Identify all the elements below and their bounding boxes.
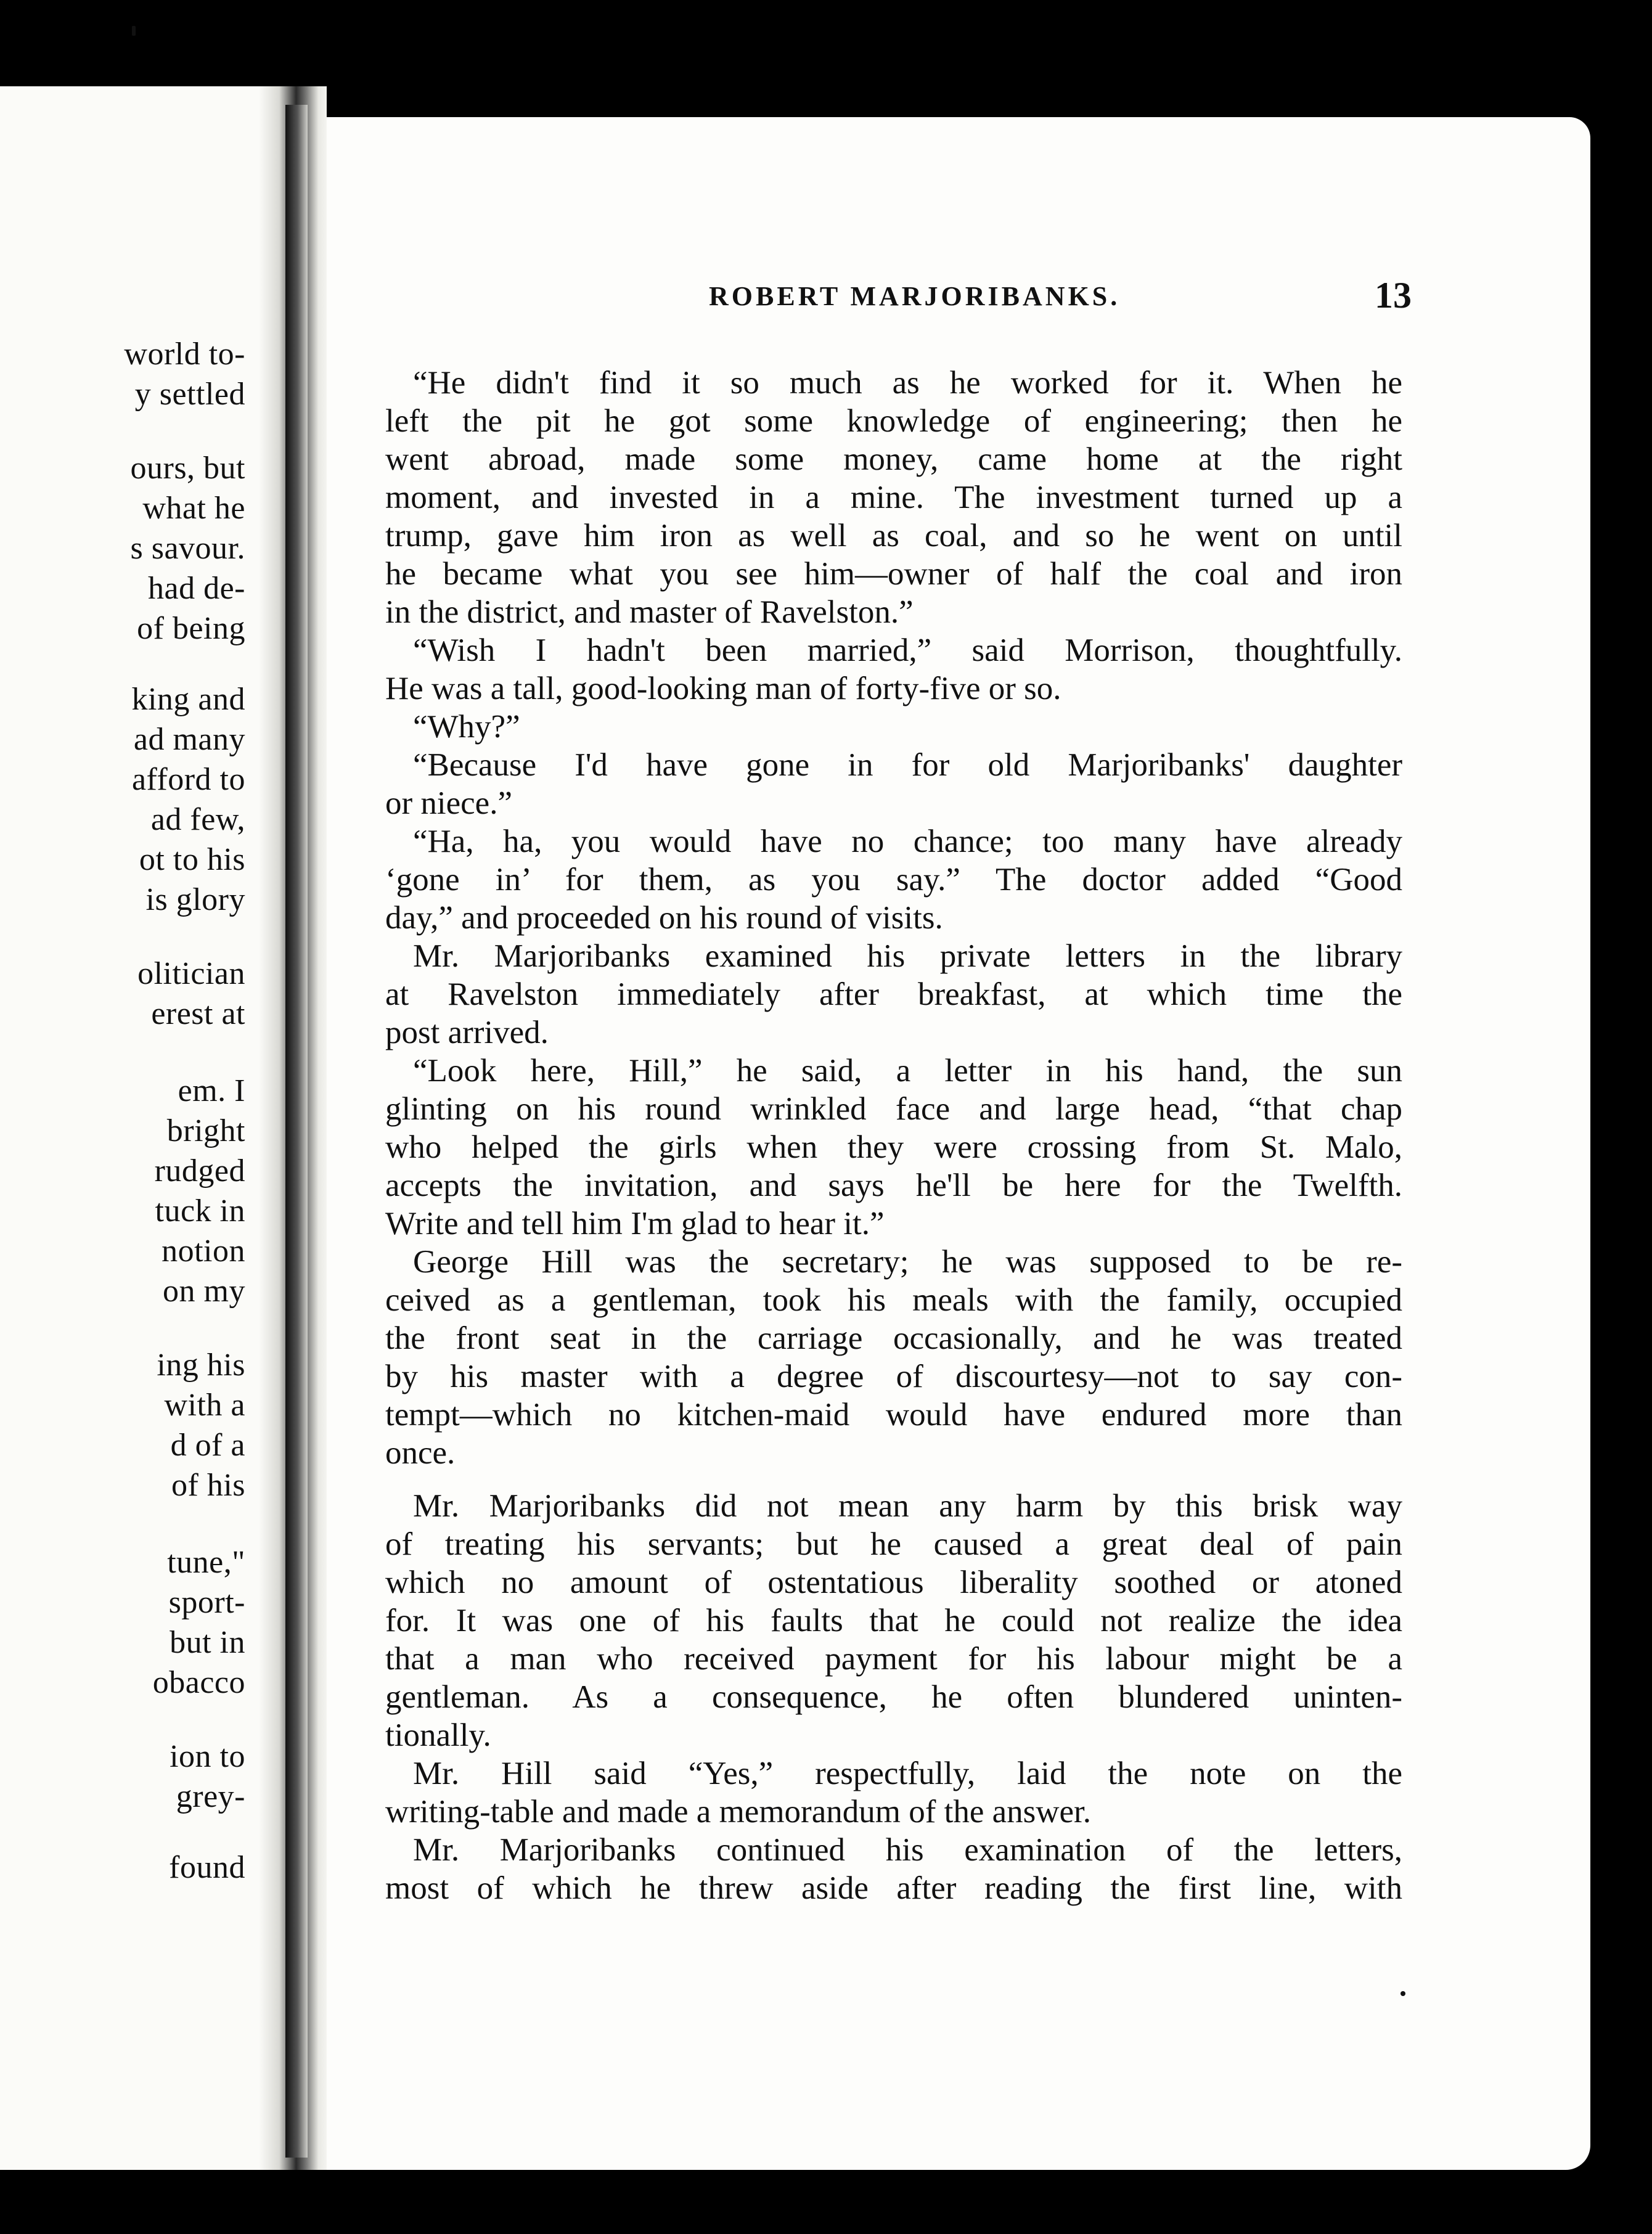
text-line: post arrived. [385, 1015, 549, 1050]
left-fragment-line: ion to [170, 1739, 245, 1774]
left-fragment-line: ing his [157, 1348, 245, 1383]
left-fragment-line: afford to [131, 762, 245, 797]
text-line: left the pit he got some knowledge of engineering; then he [385, 403, 1402, 439]
text-line: tempt—which no kitchen-maid would have endured more than [385, 1397, 1402, 1433]
text-line: for. It was one of his faults that he could not realize the idea [385, 1603, 1402, 1639]
left-fragment-line: grey- [176, 1779, 245, 1814]
text-line: that a man who received payment for his labour might be a [385, 1641, 1402, 1677]
left-fragment-line: ad few, [150, 802, 245, 837]
left-fragment-line: sport- [168, 1585, 245, 1620]
previous-page-fragment [0, 86, 259, 2170]
left-fragment-line: what he [142, 491, 245, 526]
text-line: gentleman. As a consequence, he often blundered uninten- [385, 1679, 1402, 1715]
left-fragment-line: tune," [167, 1545, 245, 1580]
text-line: Mr. Marjoribanks did not mean any harm by this brisk way [413, 1488, 1402, 1524]
text-line: He was a tall, good-looking man of forty-five or so. [385, 671, 1061, 706]
page-header [327, 275, 1590, 330]
running-head: ROBERT MARJORIBANKS. [709, 281, 1121, 311]
left-fragment-line: world to- [124, 337, 245, 372]
left-fragment-line: of being [137, 611, 245, 646]
left-fragment-line: bright [166, 1113, 245, 1148]
text-line: which no amount of ostentatious liberality soothed or atoned [385, 1565, 1402, 1600]
left-fragment-line: on my [163, 1274, 245, 1309]
text-line: the front seat in the carriage occasionally, and he was treated [385, 1320, 1402, 1356]
left-fragment-line: obacco [152, 1665, 245, 1700]
scan-speck [132, 26, 136, 36]
printer-speck [1401, 1991, 1405, 1996]
text-line: went abroad, made some money, came home at the right [385, 441, 1402, 477]
body-text [385, 364, 1402, 1907]
left-fragment-line: rudged [154, 1153, 245, 1189]
left-fragment-line: ot to his [139, 842, 245, 877]
text-line: he became what you see him—owner of half the coal and iron [385, 556, 1402, 592]
left-fragment-line: s savour. [130, 531, 245, 566]
page-number: 13 [1375, 275, 1412, 316]
text-line: of treating his servants; but he caused a great deal of pain [385, 1526, 1402, 1562]
page-edge-shadow [285, 105, 308, 2158]
left-fragment-line: found [169, 1850, 245, 1885]
left-fragment-line: is glory [145, 882, 245, 917]
text-line: “Wish I hadn't been married,” said Morrison, thoughtfully. [413, 632, 1402, 668]
text-line: “Why?” [413, 709, 520, 745]
left-fragment-line: with a [164, 1388, 245, 1423]
text-line: “Look here, Hill,” he said, a letter in his hand, the sun [413, 1053, 1402, 1089]
left-fragment-line: d of a [170, 1428, 245, 1463]
text-line: Mr. Hill said “Yes,” respectfully, laid the note on the [413, 1756, 1402, 1791]
text-line: most of which he threw aside after reading the first line, with [385, 1870, 1402, 1906]
left-fragment-line: erest at [151, 996, 245, 1031]
text-line: tionally. [385, 1717, 491, 1753]
left-fragment-line: ours, but [130, 451, 245, 486]
text-line: who helped the girls when they were crossing from St. Malo, [385, 1129, 1402, 1165]
text-line: glinting on his round wrinkled face and large head, “that chap [385, 1091, 1402, 1127]
text-line: ceived as a gentleman, took his meals with the family, occupied [385, 1282, 1402, 1318]
left-fragment-line: notion [162, 1234, 245, 1269]
text-line: ‘gone in’ for them, as you say.” The doctor added “Good [385, 862, 1402, 898]
text-line: trump, gave him iron as well as coal, and so he went on until [385, 518, 1402, 554]
text-line: “Ha, ha, you would have no chance; too many have already [413, 824, 1402, 859]
text-line: or niece.” [385, 785, 512, 821]
text-line: Mr. Marjoribanks continued his examination of the letters, [413, 1832, 1402, 1868]
left-fragment-line: but in [170, 1625, 245, 1660]
text-line: moment, and invested in a mine. The investment turned up a [385, 480, 1402, 515]
left-fragment-line: king and [131, 682, 245, 717]
left-fragment-line: olitician [137, 956, 245, 991]
text-line: George Hill was the secretary; he was supposed to be re- [413, 1244, 1402, 1280]
left-fragment-line: had de- [148, 571, 245, 606]
left-fragment-line: y settled [134, 377, 245, 412]
book-page [327, 117, 1590, 2170]
text-line: writing-table and made a memorandum of the answer. [385, 1794, 1092, 1830]
text-line: once. [385, 1435, 456, 1471]
left-fragment-line: of his [171, 1468, 245, 1503]
left-fragment-line: em. I [178, 1073, 245, 1108]
text-line: Mr. Marjoribanks examined his private letters in the library [413, 938, 1402, 974]
left-fragment-line: tuck in [155, 1193, 245, 1229]
text-line: “Because I'd have gone in for old Marjoribanks' daughter [413, 747, 1402, 783]
text-line: accepts the invitation, and says he'll be here for the Twelfth. [385, 1168, 1402, 1203]
paragraph-gap [385, 1472, 1402, 1487]
left-fragment-line: ad many [133, 722, 245, 757]
text-line: Write and tell him I'm glad to hear it.” [385, 1206, 885, 1242]
text-line: “He didn't find it so much as he worked for it. When he [413, 365, 1402, 401]
text-line: day,” and proceeded on his round of visits. [385, 900, 943, 936]
text-line: in the district, and master of Ravelston.” [385, 594, 914, 630]
text-line: at Ravelston immediately after breakfast, at which time the [385, 976, 1402, 1012]
text-line: by his master with a degree of discourtesy—not to say con- [385, 1359, 1402, 1394]
